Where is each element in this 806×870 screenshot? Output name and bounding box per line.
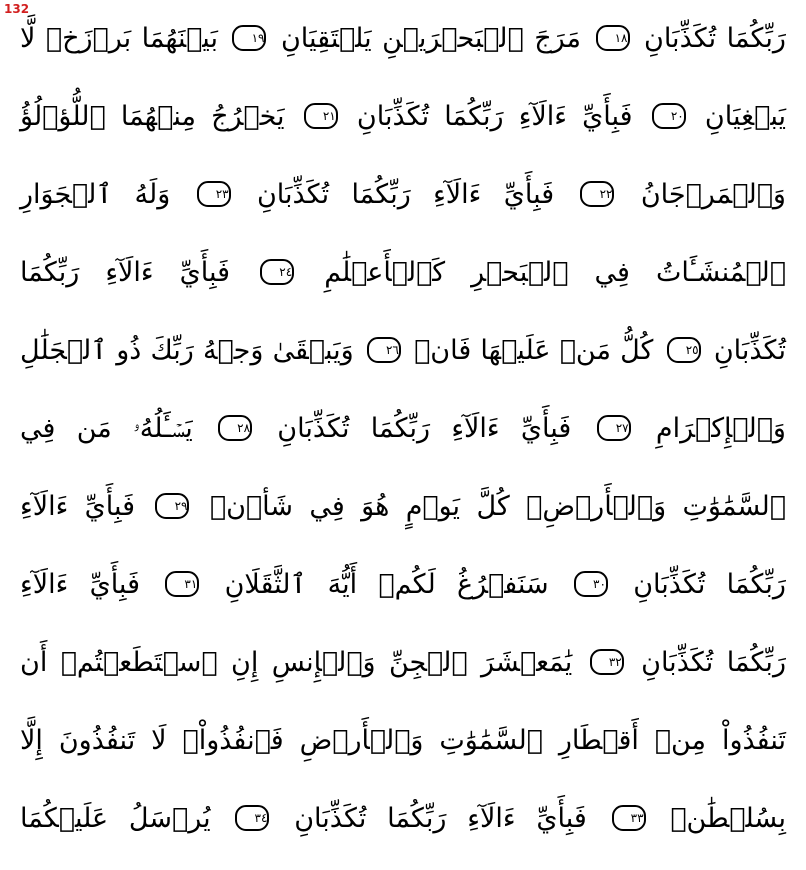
verse-number-marker: ٢٢ <box>580 181 614 207</box>
verse-number-marker: ٢٤ <box>260 259 294 285</box>
verse-text: رَبِّكُمَا تُكَذِّبَانِ <box>644 23 786 54</box>
verse-text: فَبِأَيِّ ءَالَآءِ رَبِّكُمَا تُكَذِّبَانِ <box>356 101 633 132</box>
text-line-10 <box>20 711 786 771</box>
verse-text: يَسۡـَٔلُهُۥ مَن فِي <box>20 413 193 444</box>
verse-number-marker: ٣١ <box>165 571 199 597</box>
verse-text: يَخۡرُجُ مِنۡهُمَا ٱللُّؤۡلُؤُ <box>20 101 285 132</box>
verse-number-marker: ٢٩ <box>155 493 189 519</box>
verse-number-marker: ٢١ <box>304 103 338 129</box>
text-line-3 <box>20 165 786 225</box>
verse-number-marker: ١٩ <box>232 25 266 51</box>
verse-number-marker: ٣٤ <box>235 805 269 831</box>
text-line-8 <box>20 555 786 615</box>
text-line-9 <box>20 633 786 693</box>
verse-text: سَنَفۡرُغُ لَكُمۡ أَيُّهَ ٱلثَّقَلَانِ <box>224 569 549 600</box>
text-line-1 <box>20 9 786 69</box>
verse-text: وَٱلۡإِكۡرَامِ <box>655 413 786 444</box>
verse-text: رَبِّكُمَا تُكَذِّبَانِ <box>641 647 786 678</box>
verse-text: وَلَهُ ٱلۡجَوَارِ <box>20 179 171 210</box>
verse-number-marker: ٢٦ <box>367 337 401 363</box>
verse-number-marker: ٣٢ <box>590 649 624 675</box>
verse-text: مَرَجَ ٱلۡبَحۡرَيۡنِ يَلۡتَقِيَانِ <box>280 23 581 54</box>
verse-text: فَبِأَيِّ ءَالَآءِ رَبِّكُمَا تُكَذِّبَانِ <box>256 179 555 210</box>
verse-text: بَيۡنَهُمَا بَرۡزَخٞ لَّا <box>20 23 218 54</box>
text-line-6 <box>20 399 786 459</box>
verse-text: وَٱلۡمَرۡجَانُ <box>640 179 786 210</box>
verse-text: تَنفُذُواْ مِنۡ أَقۡطَارِ ٱلسَّمَٰوَٰتِ وَٱلۡأَرۡضِ فَٱنفُذُواْۚ لَا تَنفُذُونَ إِلَّا <box>20 725 786 756</box>
verse-text: بِسُلۡطَٰنٖ <box>670 803 786 834</box>
verse-number-marker: ٢٧ <box>597 415 631 441</box>
verse-text: ٱلۡمُنشَـَٔاتُ فِي ٱلۡبَحۡرِ كَٱلۡأَعۡلَٰمِ <box>324 257 786 288</box>
page-number: 132 <box>4 2 30 16</box>
verse-text: فَبِأَيِّ ءَالَآءِ <box>20 569 140 600</box>
verse-number-marker: ٢٥ <box>667 337 701 363</box>
text-line-7 <box>20 477 786 537</box>
verse-text: رَبِّكُمَا تُكَذِّبَانِ <box>633 569 786 600</box>
verse-text: فَبِأَيِّ ءَالَآءِ رَبِّكُمَا <box>20 257 231 288</box>
verse-text: فَبِأَيِّ ءَالَآءِ رَبِّكُمَا تُكَذِّبَانِ <box>277 413 572 444</box>
quran-text-block <box>20 0 786 870</box>
verse-text: ٱلسَّمَٰوَٰتِ وَٱلۡأَرۡضِۚ كُلَّ يَوۡمٍ هُوَ فِي شَأۡنٖ <box>209 491 786 522</box>
verse-text: يَٰمَعۡشَرَ ٱلۡجِنِّ وَٱلۡإِنسِ إِنِ ٱسۡتَطَعۡتُمۡ أَن <box>20 647 573 678</box>
text-line-2 <box>20 87 786 147</box>
verse-text: فَبِأَيِّ ءَالَآءِ رَبِّكُمَا تُكَذِّبَانِ <box>294 803 587 834</box>
verse-number-marker: ٣٠ <box>574 571 608 597</box>
verse-text: كُلُّ مَنۡ عَلَيۡهَا فَانٖ <box>414 335 654 366</box>
text-line-4 <box>20 243 786 303</box>
verse-number-marker: ٢٣ <box>197 181 231 207</box>
verse-text: فَبِأَيِّ ءَالَآءِ <box>20 491 136 522</box>
verse-text: يَبۡغِيَانِ <box>704 101 787 132</box>
text-line-11 <box>20 789 786 849</box>
verse-number-marker: ٢٨ <box>218 415 252 441</box>
verse-number-marker: ٣٣ <box>612 805 646 831</box>
verse-number-marker: ١٨ <box>596 25 630 51</box>
verse-number-marker: ٢٠ <box>652 103 686 129</box>
verse-text: تُكَذِّبَانِ <box>713 335 786 366</box>
verse-text: يُرۡسَلُ عَلَيۡكُمَا <box>20 803 211 834</box>
verse-text: وَيَبۡقَىٰ وَجۡهُ رَبِّكَ ذُو ٱلۡجَلَٰلِ <box>20 335 354 366</box>
text-line-5 <box>20 321 786 381</box>
